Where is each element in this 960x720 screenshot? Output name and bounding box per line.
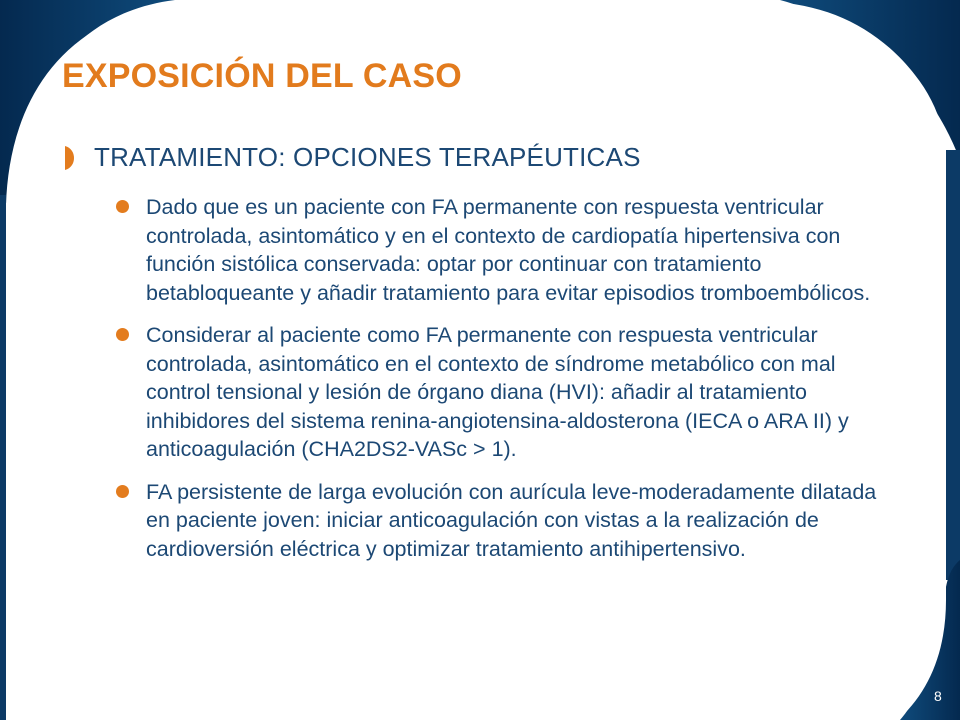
list-item: [116, 478, 906, 564]
list-item: [116, 321, 906, 464]
list-item-text: Considerar al paciente como FA permanente con respuesta ventricular controlada, asintomático en el contexto de síndrome metabólico con mal control tensional y lesión de órgano diana (HVI): añadir al tratamiento inhibidores del sistema renina-angiotensina-aldosterona (IECA o ARA II) y anticoagulación (CHA2DS2-VASc > 1).: [146, 323, 849, 461]
page-number: 8: [934, 688, 942, 704]
bullet-list: [116, 193, 906, 563]
slide-title: EXPOSICIÓN DEL CASO: [62, 57, 462, 95]
frame-right-bar: [946, 150, 960, 580]
list-item-text: Dado que es un paciente con FA permanente con respuesta ventricular controlada, asintomático y en el contexto de cardiopatía hipertensiva con función sistólica conservada: optar por continuar con tratamiento betabloqueante y añadir tratamiento para evitar episodios tromboembólicos.: [146, 195, 871, 305]
frame-left-bar: [0, 195, 6, 720]
section-heading: TRATAMIENTO: OPCIONES TERAPÉUTICAS: [94, 142, 641, 172]
content-section: [62, 142, 922, 577]
bullet-dot-icon: [116, 328, 129, 341]
bullet-dot-icon: [116, 485, 129, 498]
list-item-text: FA persistente de larga evolución con aurícula leve-moderadamente dilatada en paciente joven: iniciar anticoagulación con vistas a la realización de cardioversión eléctrica y optimizar tratamiento antihipertensivo.: [146, 479, 877, 561]
list-item: [116, 193, 906, 307]
half-circle-bullet-icon: [62, 143, 80, 173]
bullet-dot-icon: [116, 200, 129, 213]
section-header: [62, 142, 922, 173]
